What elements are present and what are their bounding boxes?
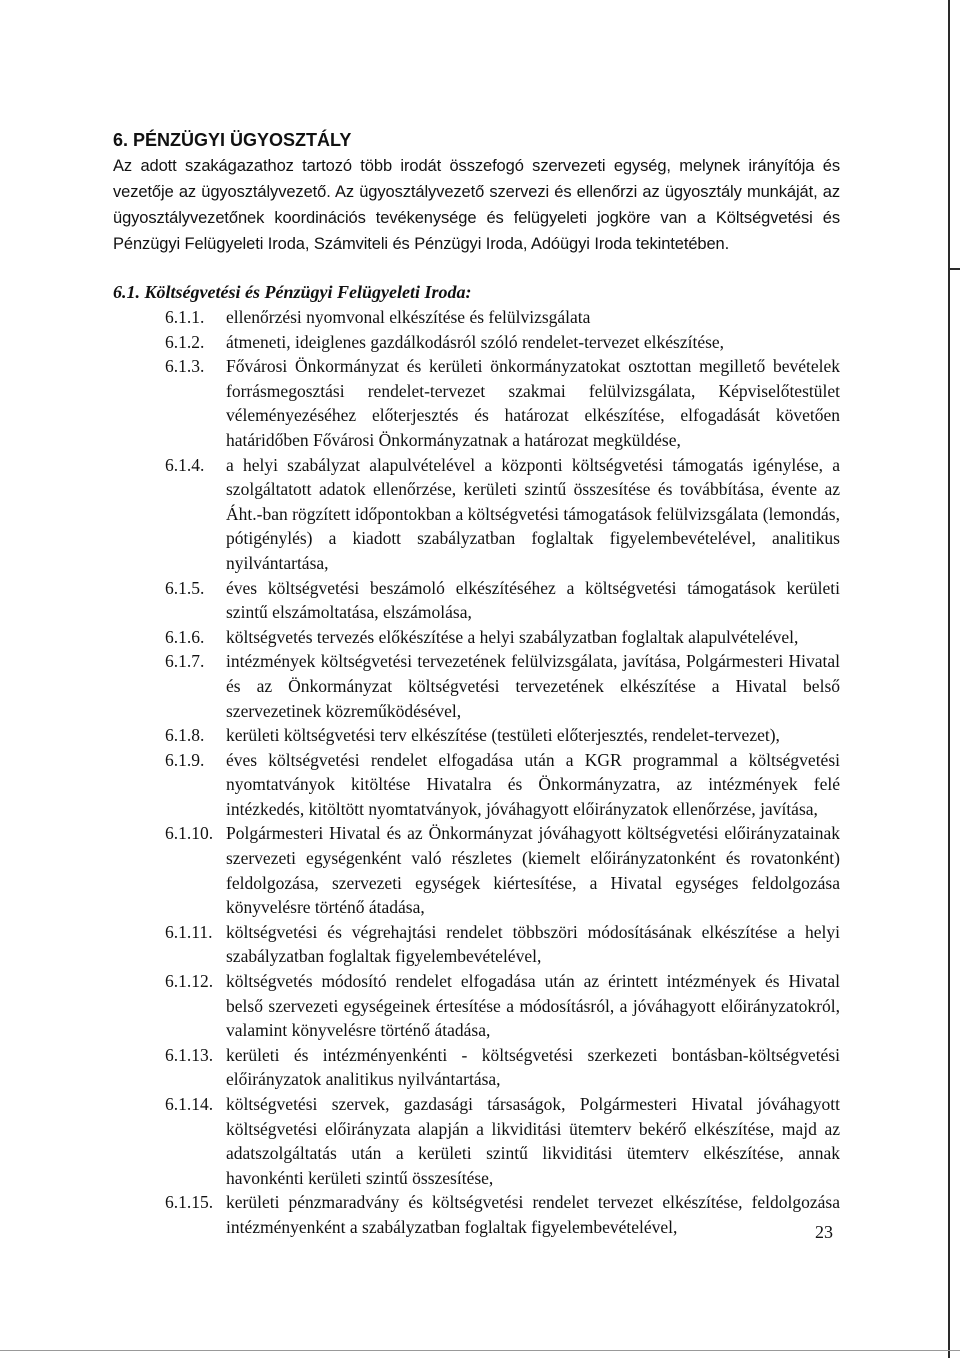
item-number: 6.1.7. [165, 651, 205, 672]
list-item [113, 969, 840, 1043]
document-page [113, 127, 840, 1240]
item-number: 6.1.9. [165, 749, 205, 770]
scan-edge-line [948, 0, 950, 1358]
item-number: 6.1.5. [165, 577, 205, 598]
item-number: 6.1.10. [165, 823, 214, 844]
list-item [113, 748, 840, 822]
list-item [113, 723, 840, 748]
item-text: éves költségvetési beszámoló elkészítéséhez a költségvetési támogatások kerületi szintű elszámoltatása, elszámolása, [226, 577, 840, 623]
section-title: 6. PÉNZÜGYI ÜGYOSZTÁLY [113, 130, 352, 150]
subsection-title: 6.1. Költségvetési és Pénzügyi Felügyeleti Iroda: [113, 282, 472, 302]
list-item [113, 625, 840, 650]
list-item [113, 649, 840, 723]
scan-edge-tick [950, 268, 960, 270]
item-text: éves költségvetési rendelet elfogadása után a KGR programmal a költségvetési nyomtatványok kitöltése Hivatalra és Önkormányzatra, az intézmények felé intézkedés, kitöltött nyomtatványok, jóváhagyott előirányzatok ellenőrzése, javítása, [226, 749, 840, 819]
item-number: 6.1.11. [165, 921, 213, 942]
item-text: kerületi és intézményenkénti - költségvetési szerkezeti bontásban-költségvetési előirányzatok analitikus nyilvántartása, [226, 1044, 840, 1090]
item-number: 6.1.3. [165, 356, 205, 377]
item-text: intézmények költségvetési tervezetének felülvizsgálata, javítása, Polgármesteri Hivatal és az Önkormányzat költségvetési tervezetének elkészítése a Hivatal belső szervezetinek közreműködésével, [226, 651, 840, 721]
item-list [113, 305, 840, 1240]
list-item [113, 1043, 840, 1092]
item-text: ellenőrzési nyomvonal elkészítése és felülvizsgálata [226, 307, 591, 327]
item-text: költségvetési szervek, gazdasági társaságok, Polgármesteri Hivatal jóváhagyott költségvetési előirányzata alapján a likviditási ütemterv bekérő elkészítése, majd az adatszolgáltatás után a kerületi szintű likviditási ütemterv elkészítése, annak havonkénti kerületi szintű összesítése, [226, 1094, 840, 1188]
item-text: Fővárosi Önkormányzat és kerületi önkormányzatokat osztottan megillető bevételek forrásmegosztási rendelet-tervezet szakmai felülvizsgálata, Képviselőtestület véleményezéséhez előterjesztés és határozat elkészítése, elfogadását követően határidőben Fővárosi Önkormányzatnak a határozat megküldése, [226, 356, 840, 450]
list-item [113, 453, 840, 576]
item-text: átmeneti, ideiglenes gazdálkodásról szóló rendelet-tervezet elkészítése, [226, 331, 725, 352]
item-number: 6.1.2. [165, 331, 205, 352]
list-item [113, 330, 840, 355]
item-text: Polgármesteri Hivatal és az Önkormányzat jóváhagyott költségvetési előirányzatainak szervezeti egységenként való részletes (kiemelt előirányzatonként és rovatonként) feldolgozása, szervezeti egységek kiértesítése, a Hivatal egységes feldolgozása könyvelésre történő átadása, [226, 823, 840, 918]
list-item [113, 1092, 840, 1190]
item-number: 6.1.12. [165, 971, 214, 992]
item-text: kerületi költségvetési terv elkészítése (testületi előterjesztés, rendelet-tervezet), [226, 725, 780, 746]
intro-paragraph: Az adott szakágazathoz tartozó több irodát összefogó szervezeti egység, melynek irányítója és vezetője az ügyosztályvezető. Az ügyosztályvezető szervezi és ellenőrzi az ügyosztály munkáját, az ügyosztályvezetőnek koordinációs tevékenysége és felügyeleti jogköre van a Költségvetési és Pénzügyi Felügyeleti Iroda, Számviteli és Pénzügyi Iroda, Adóügyi Iroda tekintetében. [113, 157, 840, 253]
item-number: 6.1.8. [165, 725, 205, 746]
item-text: a helyi szabályzat alapulvételével a központi költségvetési támogatás igénylése, a szolgáltatott adatok ellenőrzése, kerületi szintű összesítése és továbbítása, évente az Áht.-ban rögzített időpontokban a költségvetési támogatások felülvizsgálata (lemondás, pótigénylés) a kiadott szabályzatban foglaltak figyelembevételével, analitikus nyilvántartása, [226, 454, 840, 573]
item-number: 6.1.13. [165, 1044, 214, 1065]
item-text: költségvetés tervezés előkészítése a helyi szabályzatban foglaltak alapulvételével, [226, 626, 799, 647]
list-item [113, 821, 840, 919]
item-text: költségvetés módosító rendelet elfogadása után az érintett intézmények és Hivatal belső szervezeti egységeinek értesítése a módosításról, a jóváhagyott előirányzatokról, valamint könyvelésre történő átadása, [226, 971, 840, 1041]
scan-bottom-edge [0, 1350, 960, 1351]
item-text: költségvetési és végrehajtási rendelet többszöri módosításának elkészítése a helyi szabályzatban foglaltak figyelembevételével, [226, 921, 840, 967]
list-item [113, 1190, 840, 1239]
page-number: 23 [815, 1222, 833, 1242]
item-number: 6.1.1. [165, 307, 205, 327]
item-text: kerületi pénzmaradvány és költségvetési rendelet tervezet elkészítése, feldolgozása intézményenként a szabályzatban foglaltak figyelembevételével, [226, 1192, 840, 1237]
list-item [113, 354, 840, 452]
list-item [113, 305, 840, 330]
item-number: 6.1.15. [165, 1192, 214, 1213]
item-number: 6.1.4. [165, 454, 205, 475]
item-number: 6.1.14. [165, 1094, 214, 1114]
item-number: 6.1.6. [165, 626, 205, 647]
list-item [113, 576, 840, 625]
list-item [113, 920, 840, 969]
